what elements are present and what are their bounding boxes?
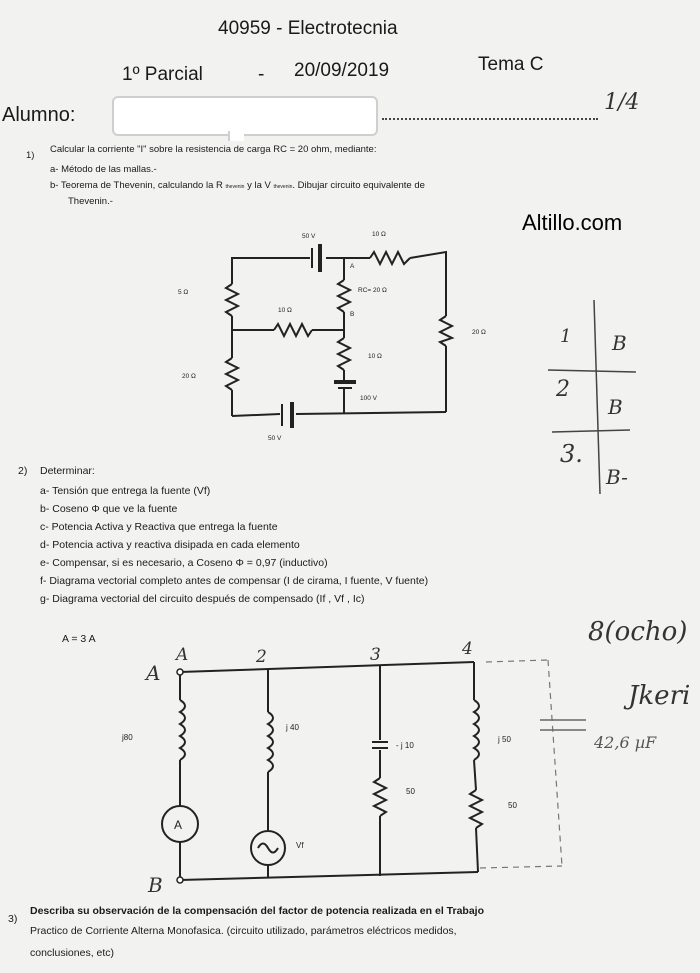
q2-number: 2) [18,465,28,477]
grader-signature: Jkeri [628,681,691,711]
c2-x2: j 40 [286,723,299,732]
q2-item-f: f- Diagrama vectorial completo antes de compensar (I de cirama, I fuente, V fuente) [40,575,429,587]
exam-topic: Tema C [478,54,544,75]
c1-node-b: B [350,311,355,318]
c2-x4: j 50 [498,735,511,744]
ans-row-1: 1 [560,326,572,347]
c2-ammeter: A [174,818,183,832]
grade-score: 8(ocho) [588,617,688,647]
student-name-redaction [112,96,378,136]
c2-source: Vf [296,841,304,850]
q2-item-b: b- Coseno Φ que ve la fuente [40,503,178,515]
q3-line-2: Practico de Corriente Alterna Monofasica. (circuito utilizado, parámetros eléctricos medidos, [30,925,457,937]
q2-item-g: g- Diagrama vectorial del circuito después de compensado (If , Vf , Ic) [40,593,365,605]
q1-item-b-cont: Thevenin.- [68,196,113,207]
q2-intro: Determinar: [40,465,95,477]
q3-number: 3) [8,913,18,925]
ans-3: B- [606,465,628,489]
ans-row-2: 2 [556,377,570,402]
q1-text: Calcular la corriente "I" sobre la resistencia de carga RC = 20 ohm, mediante: [50,144,377,155]
q1-b-part1: b- Teorema de Thevenin, calculando la R [50,180,223,191]
q1-b-sub1: thevenin [225,184,245,190]
q3-line-3: conclusiones, etc) [30,947,115,959]
exam-label: 1º Parcial [122,64,203,85]
c1-r-right: 20 Ω [472,329,486,336]
answer-grid [548,300,636,494]
watermark: Altillo.com [522,210,623,235]
c2-terminal-a [177,669,183,675]
compensation-cap: 42,6 µF [594,733,657,752]
c1-r-top: 10 Ω [372,231,386,238]
redaction-tail [228,131,244,141]
c2-x1: j80 [122,733,133,742]
c1-v-top: 50 V [302,233,316,240]
c1-r-mid: 10 Ω [278,307,292,314]
c2-x3: - j 10 [396,741,414,750]
c1-v-bottom: 50 V [268,435,282,442]
page-mark: 1/4 [604,90,640,115]
q1-item-a: a- Método de las mallas.- [50,164,157,175]
c1-r-left-bottom: 20 Ω [182,373,196,380]
c1-node-a: A [350,263,355,270]
q1-b-part3: . Dibujar circuito equivalente de [292,180,425,191]
q1-item-b [50,180,425,193]
c2-node-4: 4 [462,639,473,659]
c1-r-center: 10 Ω [368,353,382,360]
c2-terminal-label-a: A [146,661,161,685]
q2-item-e: e- Compensar, si es necesario, a Coseno Φ = 0,97 (inductivo) [40,557,328,569]
q2-given: A = 3 A [62,633,96,645]
c2-r4: 50 [508,801,517,810]
header-dash: - [258,64,265,85]
exam-date: 20/09/2019 [294,60,390,81]
q2-item-c: c- Potencia Activa y Reactiva que entrega la fuente [40,521,278,533]
ans-row-3: 3. [560,440,583,468]
c1-r-left: 5 Ω [178,289,189,296]
student-dotted-line [382,118,598,120]
q3-line-1: Describa su observación de la compensación del factor de potencia realizada en el Trabajo [30,905,484,917]
q1-number: 1) [26,150,35,161]
ans-2: B [608,395,623,419]
c1-v-center: 100 V [360,395,377,402]
ans-1: B [612,331,627,355]
course-title: 40959 - Electrotecnia [218,18,398,39]
c2-terminal-b [177,877,183,883]
c2-terminal-label-b: B [148,873,163,897]
c2-node-3: 3 [370,645,381,665]
c2-node-a: A [176,645,189,665]
q1-b-sub2: thevenin [273,184,293,190]
q2-item-d: d- Potencia activa y reactiva disipada en cada elemento [40,539,300,551]
student-label: Alumno: [2,104,76,126]
c1-rc: RC= 20 Ω [358,287,387,294]
q2-item-a: a- Tensión que entrega la fuente (Vf) [40,485,211,497]
q1-b-part2: y la V [247,180,271,191]
c2-node-2: 2 [256,647,267,667]
c2-r3: 50 [406,787,415,796]
